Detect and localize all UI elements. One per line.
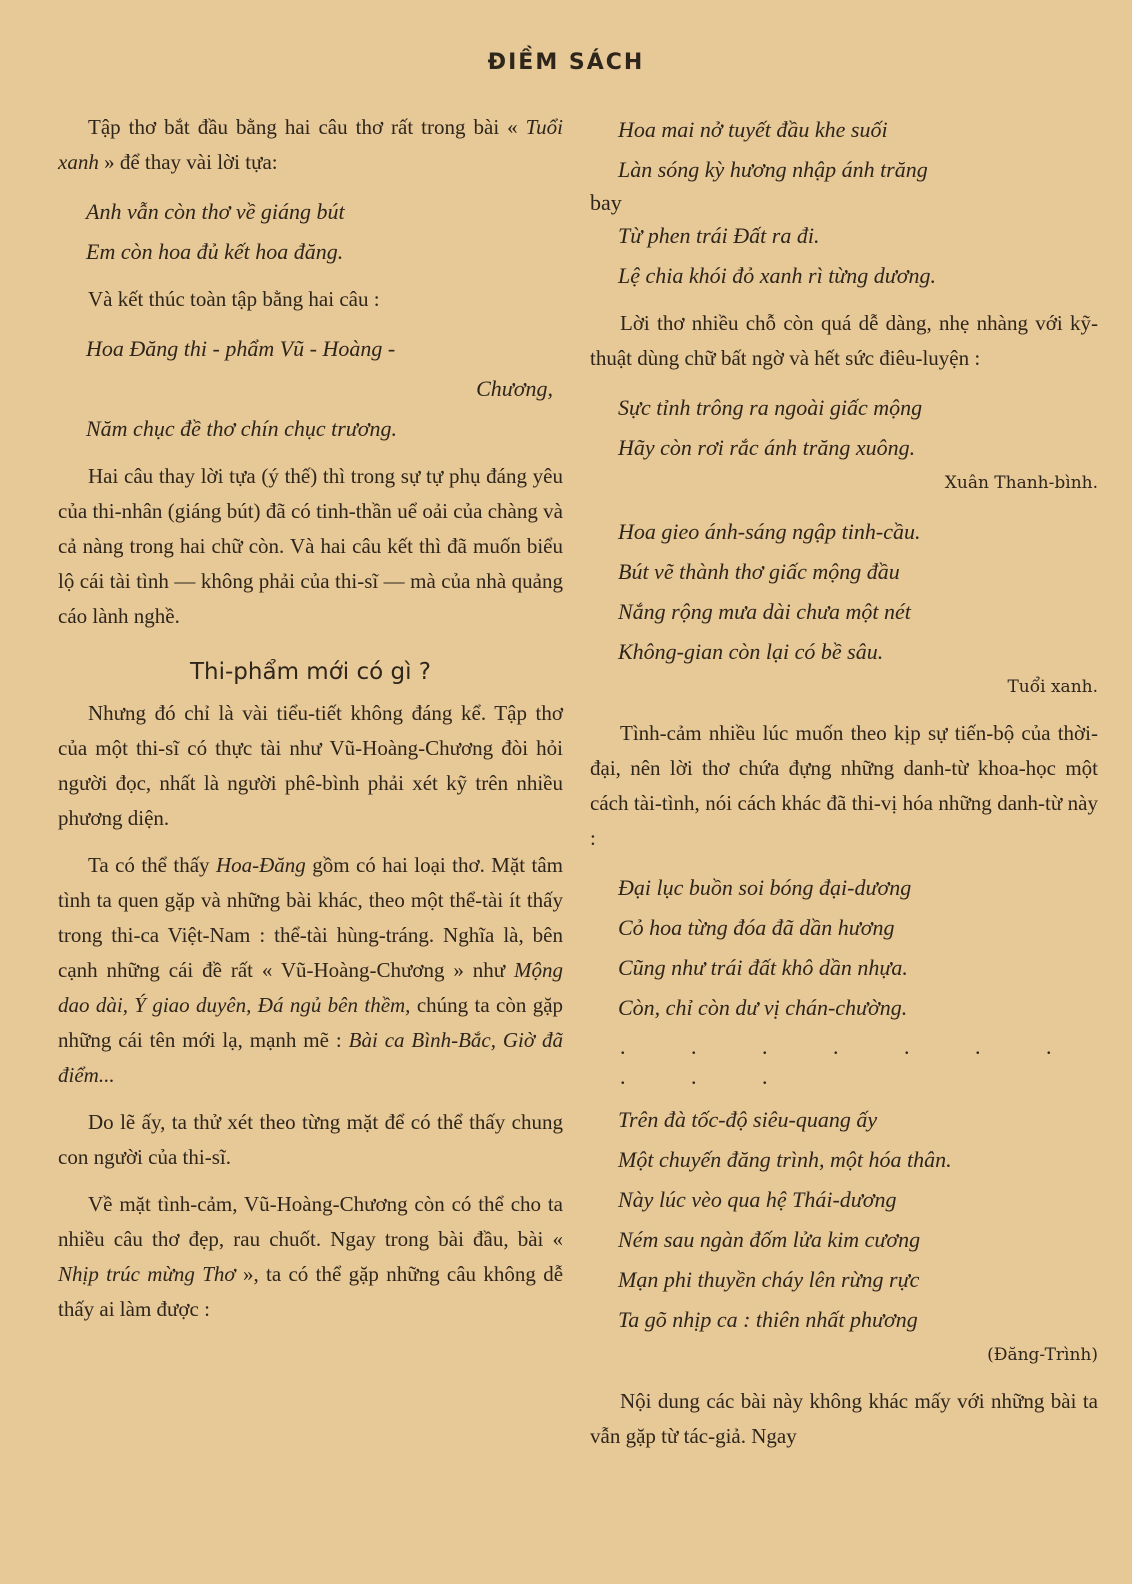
attribution: Xuân Thanh-bình.: [944, 473, 1098, 493]
paragraph: Nội dung các bài này không khác mấy với những bài ta vẫn gặp từ tác-giả. Ngay: [590, 1389, 1098, 1448]
verse-block: [590, 1100, 1098, 1340]
verse-line: Trên đà tốc-độ siêu-quang ấy: [618, 1107, 878, 1132]
text: gồm có hai loại thơ. Mặt tâm tình ta quen gặp và những bài khác, theo một thể-tài ít thấy trong thi-ca Việt-Nam : thể-tài hùng-tráng. Nghĩa là, bên cạnh những cái đề rất « Vũ-Hoàng-Chương » như: [58, 853, 564, 982]
paragraph: [58, 848, 563, 1093]
section-heading: Thi-phẩm mới có gì ?: [189, 659, 432, 685]
verse-line: Hoa Đăng thi - phẩm Vũ - Hoàng -: [86, 336, 396, 361]
verse-line: Ta gõ nhịp ca : thiên nhất phương: [618, 1307, 918, 1332]
ellipsis-divider: . . . . . . . . . .: [620, 1034, 1082, 1089]
verse-line: Nắng rộng mưa dài chưa một nét: [618, 599, 911, 624]
paragraph: Hai câu thay lời tựa (ý thế) thì trong sự tự phụ đáng yêu của thi-nhân (giáng bút) đã có tinh-thần uể oải của chàng và cả nàng trong hai chữ còn. Và hai câu kết thì đã muốn biểu lộ cái tài tình — không phải của thi-sĩ — mà của nhà quảng cáo lành nghề.: [58, 464, 563, 628]
verse-block: [590, 868, 1098, 1028]
text: Tập thơ bắt đầu bằng hai câu thơ rất trong bài «: [88, 115, 518, 139]
intro-paragraph: [58, 110, 563, 180]
verse-line: Mạn phi thuyền cháy lên rừng rực: [618, 1267, 920, 1292]
paragraph: Nhưng đó chỉ là vài tiểu-tiết không đáng kể. Tập thơ của một thi-sĩ có thực tài như Vũ-Hoàng-Chương đòi hỏi người đọc, nhất là người phê-bình phải xét kỹ trên nhiều phương diện.: [58, 701, 563, 830]
verse-line: Hoa mai nở tuyết đầu khe suối: [618, 117, 888, 142]
verse-line: Đại lục buồn soi bóng đại-dương: [618, 875, 912, 900]
verse-line: Ném sau ngàn đốm lửa kim cương: [618, 1227, 921, 1252]
verse-block: [590, 388, 1098, 468]
verse-line: Năm chục đề thơ chín chục trương.: [86, 416, 398, 441]
verse-line: Chương,: [476, 376, 553, 401]
verse-line: Sực tỉnh trông ra ngoài giấc mộng: [618, 395, 923, 420]
paragraph: Do lẽ ấy, ta thử xét theo từng mặt để có thể thấy chung con người của thi-sĩ.: [58, 1110, 563, 1169]
verse-line: Một chuyến đăng trình, một hóa thân.: [618, 1147, 952, 1172]
verse-block: [590, 512, 1098, 672]
verse-block: [590, 110, 1098, 296]
verse-line: Không-gian còn lại có bề sâu.: [618, 639, 884, 664]
verse-line: Bút vẽ thành thơ giấc mộng đầu: [618, 559, 900, 584]
poem-titles: Bài ca Bình-Bắc, Giờ đã điểm...: [58, 1028, 564, 1087]
verse-line: Em còn hoa đủ kết hoa đăng.: [86, 239, 344, 264]
poem-titles: Mộng dao dài, Ý giao duyên, Đá ngủ bên thềm,: [58, 958, 564, 1017]
poem-title: Nhịp trúc mừng Thơ: [58, 1262, 236, 1286]
verse-line: Từ phen trái Đất ra đi.: [618, 223, 820, 248]
verse-block: [58, 192, 563, 272]
text: », ta có thể gặp những câu không dễ thấy ai làm được :: [58, 1262, 564, 1321]
verse-line: Anh vẫn còn thơ về giáng bút: [86, 199, 345, 224]
verse-line: Lệ chia khói đỏ xanh rì từng dương.: [618, 263, 937, 288]
paragraph: Tình-cảm nhiều lúc muốn theo kịp sự tiến-bộ của thời-đại, nên lời thơ chứa đựng những danh-từ khoa-học một cách tài-tình, nói cách khác đã thi-vị hóa những danh-từ này :: [590, 721, 1098, 850]
attribution: (Đăng-Trình): [987, 1345, 1098, 1365]
paragraph: Và kết thúc toàn tập bằng hai câu :: [88, 287, 380, 311]
left-column: [58, 110, 563, 1339]
text: Về mặt tình-cảm, Vũ-Hoàng-Chương còn có thể cho ta nhiều câu thơ đẹp, rau chuốt. Ngay trong bài đầu, bài «: [58, 1192, 563, 1251]
page-header: ĐIỀM SÁCH: [487, 50, 645, 75]
paragraph: [58, 1187, 563, 1327]
attribution: Tuổi xanh.: [1007, 677, 1098, 697]
book-title: Hoa-Đăng: [215, 853, 306, 877]
verse-line: Hãy còn rơi rắc ánh trăng xuông.: [618, 435, 916, 460]
right-column: [590, 110, 1098, 1466]
verse-line: Còn, chỉ còn dư vị chán-chường.: [618, 995, 908, 1020]
text: » để thay vài lời tựa:: [104, 150, 278, 174]
verse-line: Cũng như trái đất khô dần nhựa.: [618, 955, 908, 980]
text: Ta có thể thấy: [88, 853, 210, 877]
verse-block: [58, 329, 563, 449]
verse-line: bay: [590, 190, 622, 215]
poem-title: Tuổi xanh: [58, 115, 563, 174]
text: chúng ta còn gặp những cái tên mới lạ, mạnh mẽ :: [58, 993, 564, 1052]
verse-line: Làn sóng kỳ hương nhập ánh trăng: [618, 157, 928, 182]
verse-line: Này lúc vèo qua hệ Thái-dương: [618, 1187, 897, 1212]
paragraph: Lời thơ nhiều chỗ còn quá dễ dàng, nhẹ nhàng với kỹ-thuật dùng chữ bất ngờ và hết sức điêu-luyện :: [590, 311, 1098, 370]
verse-line: Cỏ hoa từng đóa đã dần hương: [618, 915, 895, 940]
verse-line: Hoa gieo ánh-sáng ngập tinh-cầu.: [618, 519, 921, 544]
